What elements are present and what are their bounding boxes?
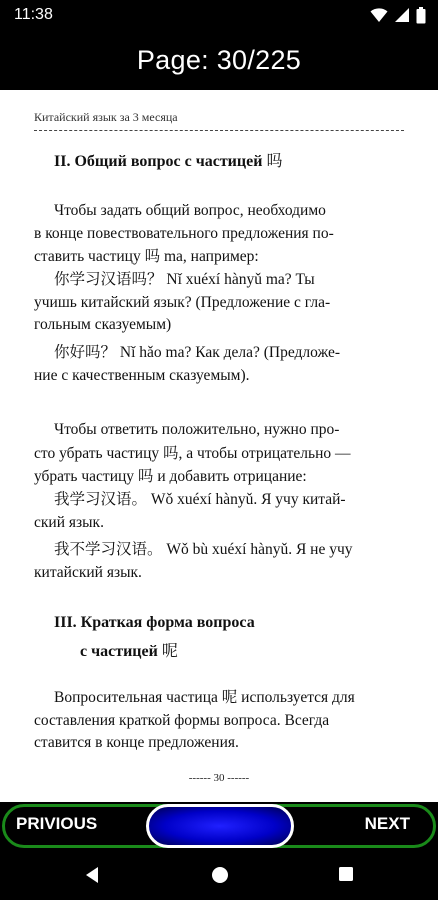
- section-heading-3: [54, 614, 255, 632]
- text-line: [34, 465, 405, 489]
- text-segment: , а чтобы отрицательно —: [178, 444, 351, 462]
- text-line: учишь китайский язык? (Предложение с гла-: [34, 293, 331, 311]
- text-line: китайский язык.: [34, 563, 142, 581]
- next-button[interactable]: NEXT: [364, 814, 410, 833]
- paragraph-general-question: [34, 200, 405, 269]
- section-heading-3-char: 呢: [161, 641, 178, 660]
- text-segment: убрать частицу: [34, 468, 135, 486]
- text-segment: Nǐ xuéxí hànyǔ ma? Ты: [166, 271, 315, 288]
- hanzi-example: 你好吗？: [54, 343, 117, 361]
- text-segment: Wǒ bù xuéxí hànyǔ. Я не учу: [166, 541, 353, 558]
- paragraph-answer: [34, 419, 405, 489]
- header-divider: [34, 130, 404, 131]
- home-icon[interactable]: [211, 866, 229, 889]
- example-2: [34, 341, 405, 387]
- example-3: [34, 488, 405, 534]
- hanzi-example: 我不学习汉语。: [54, 540, 163, 558]
- system-navigation-bar: [0, 850, 438, 900]
- text-line: Чтобы задать общий вопрос, необходимо: [54, 202, 326, 219]
- previous-button[interactable]: PRIVIOUS: [16, 814, 98, 833]
- text-line: [34, 442, 405, 466]
- text-line: ский язык.: [34, 513, 104, 531]
- center-page-button[interactable]: [146, 804, 294, 848]
- text-line: гольным сказуемым): [34, 316, 172, 334]
- section-heading-2-char: 吗: [266, 151, 283, 170]
- recents-icon[interactable]: [338, 866, 354, 887]
- paragraph-short-question: [34, 686, 405, 755]
- status-icons: [370, 7, 426, 24]
- hanzi-particle: 吗: [137, 467, 154, 486]
- book-page[interactable]: [0, 90, 438, 802]
- section-heading-3-line2: [80, 638, 178, 661]
- text-line: ние с качественным сказуемым).: [34, 366, 250, 384]
- section-heading-3-text: с частицей: [80, 643, 158, 660]
- status-time: 11:38: [14, 6, 53, 23]
- wifi-icon: [370, 7, 388, 23]
- page-title: Page: 30/225: [136, 44, 302, 75]
- example-1: [34, 268, 405, 337]
- text-line: [34, 488, 405, 512]
- text-line: [34, 686, 405, 710]
- text-line: [34, 268, 405, 292]
- text-segment: ma, например:: [164, 248, 259, 266]
- hanzi-particle: 吗: [163, 443, 179, 462]
- hanzi-particle: 吗: [144, 247, 161, 266]
- text-line: Чтобы ответить положительно, нужно про-: [54, 421, 340, 438]
- hanzi-example: 你学习汉语吗？: [54, 270, 163, 288]
- battery-icon: [416, 7, 426, 24]
- text-segment: сто убрать частицу: [34, 444, 160, 462]
- text-segment: ставить частицу: [34, 248, 141, 266]
- text-line: [34, 245, 405, 269]
- text-line: ставится в конце предложения.: [34, 734, 239, 752]
- text-segment: Вопросительная частица: [54, 689, 218, 706]
- text-line: [34, 341, 405, 365]
- section-heading-3-line1: III. Краткая форма вопроса: [54, 614, 255, 631]
- back-icon[interactable]: [84, 866, 100, 889]
- running-header: Китайский язык за 3 месяца: [34, 110, 178, 124]
- text-line: в конце повествовательного предложения по-: [34, 224, 334, 242]
- hanzi-example: 我学习汉语。: [54, 490, 148, 508]
- text-segment: Wǒ xuéxí hànyǔ. Я учу китай-: [150, 491, 346, 508]
- section-heading-2-text: II. Общий вопрос с частицей: [54, 153, 263, 170]
- hanzi-particle: 呢: [221, 688, 238, 706]
- text-line: [34, 538, 405, 562]
- text-segment: Nǐ hǎo ma? Как дела? (Предложе-: [119, 344, 341, 361]
- status-bar: [0, 0, 438, 30]
- example-4: [34, 538, 405, 584]
- text-line: составления краткой формы вопроса. Всегда: [34, 711, 330, 729]
- app-header: [0, 30, 438, 90]
- section-heading-2: [54, 148, 282, 171]
- page-number: ------ 30 ------: [188, 772, 250, 784]
- cellular-signal-icon: [394, 7, 410, 23]
- page-navigation-bar: [0, 802, 438, 850]
- text-segment: используется для: [241, 689, 355, 706]
- text-segment: и добавить отрицание:: [157, 468, 307, 486]
